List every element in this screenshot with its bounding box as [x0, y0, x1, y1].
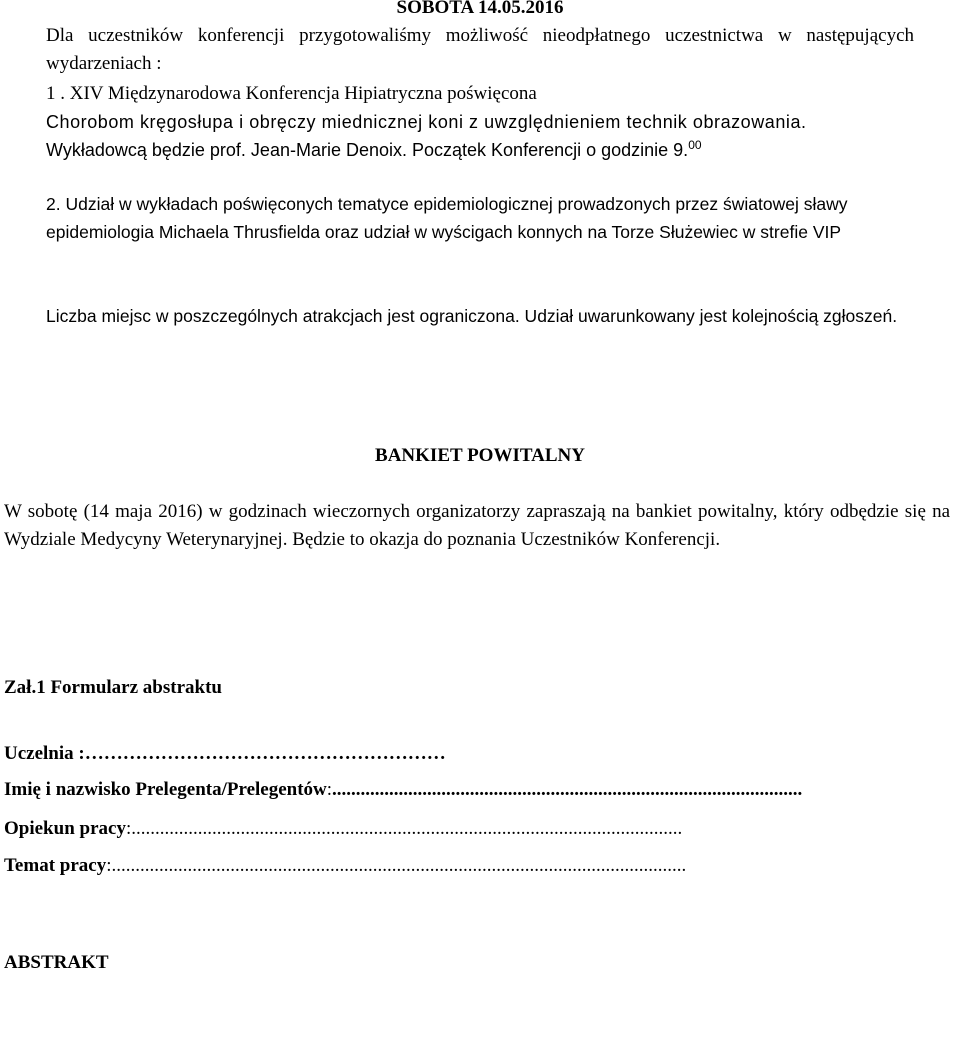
- speaker-label: Imię i nazwisko Prelegenta/Prelegentów: [4, 779, 327, 800]
- form-title: Zał.1 Formularz abstraktu: [4, 677, 222, 698]
- event-item-1-line2: Chorobom kręgosłupa i obręczy miednicznej koni z uwzględnieniem technik obrazowania.: [46, 112, 807, 132]
- supervisor-field: [4, 815, 944, 843]
- event-item-1-line1: 1 . XIV Międzynarodowa Konferencja Hipiatryczna poświęcona: [46, 83, 537, 104]
- capacity-note: Liczba miejsc w poszczególnych atrakcjach jest ograniczona. Udział uwarunkowany jest kolejnością zgłoszeń.: [46, 306, 898, 326]
- university-field: [4, 740, 944, 768]
- event-item-1: [46, 80, 914, 164]
- abstract-heading: ABSTRAKT: [4, 952, 109, 973]
- speaker-colon: :: [326, 779, 333, 800]
- event-item-1-line3: [46, 136, 914, 164]
- topic-dots: :.........................................................................................................................: [106, 855, 687, 876]
- section-heading-saturday: SOBOTA 14.05.2016: [396, 0, 564, 18]
- topic-label: Temat pracy: [4, 855, 107, 876]
- banquet-paragraph: W sobotę (14 maja 2016) w godzinach wieczornych organizatorzy zapraszają na bankiet powitalny, który odbędzie się na Wydziale Medycyny Weterynaryjnej. Będzie to okazja do poznania Uczestników Konferencji.: [4, 501, 950, 550]
- supervisor-dots: :....................................................................................................................: [125, 818, 683, 839]
- event-item-2: 2. Udział w wykładach poświęconych tematyce epidemiologicznej prowadzonych przez światowej sławy epidemiologia Michaela Thrusfielda oraz udział w wyścigach konnych na Torze Służewiec w strefie VIP: [46, 194, 848, 242]
- speaker-dots: ...................................................................................................: [332, 779, 803, 800]
- university-dots: …………………………………………………: [84, 743, 446, 764]
- supervisor-label: Opiekun pracy: [4, 818, 126, 839]
- banquet-heading: BANKIET POWITALNY: [375, 445, 585, 466]
- intro-paragraph: Dla uczestników konferencji przygotowaliśmy możliwość nieodpłatnego uczestnictwa w następujących wydarzeniach :: [46, 25, 914, 74]
- start-time-minutes: 00: [688, 138, 702, 152]
- topic-field: [4, 852, 944, 880]
- event-item-1-start: Wykładowcą będzie prof. Jean-Marie Denoix. Początek Konferencji o godzinie 9.: [46, 140, 689, 160]
- university-label: Uczelnia :: [4, 743, 85, 764]
- speaker-field: [4, 776, 944, 804]
